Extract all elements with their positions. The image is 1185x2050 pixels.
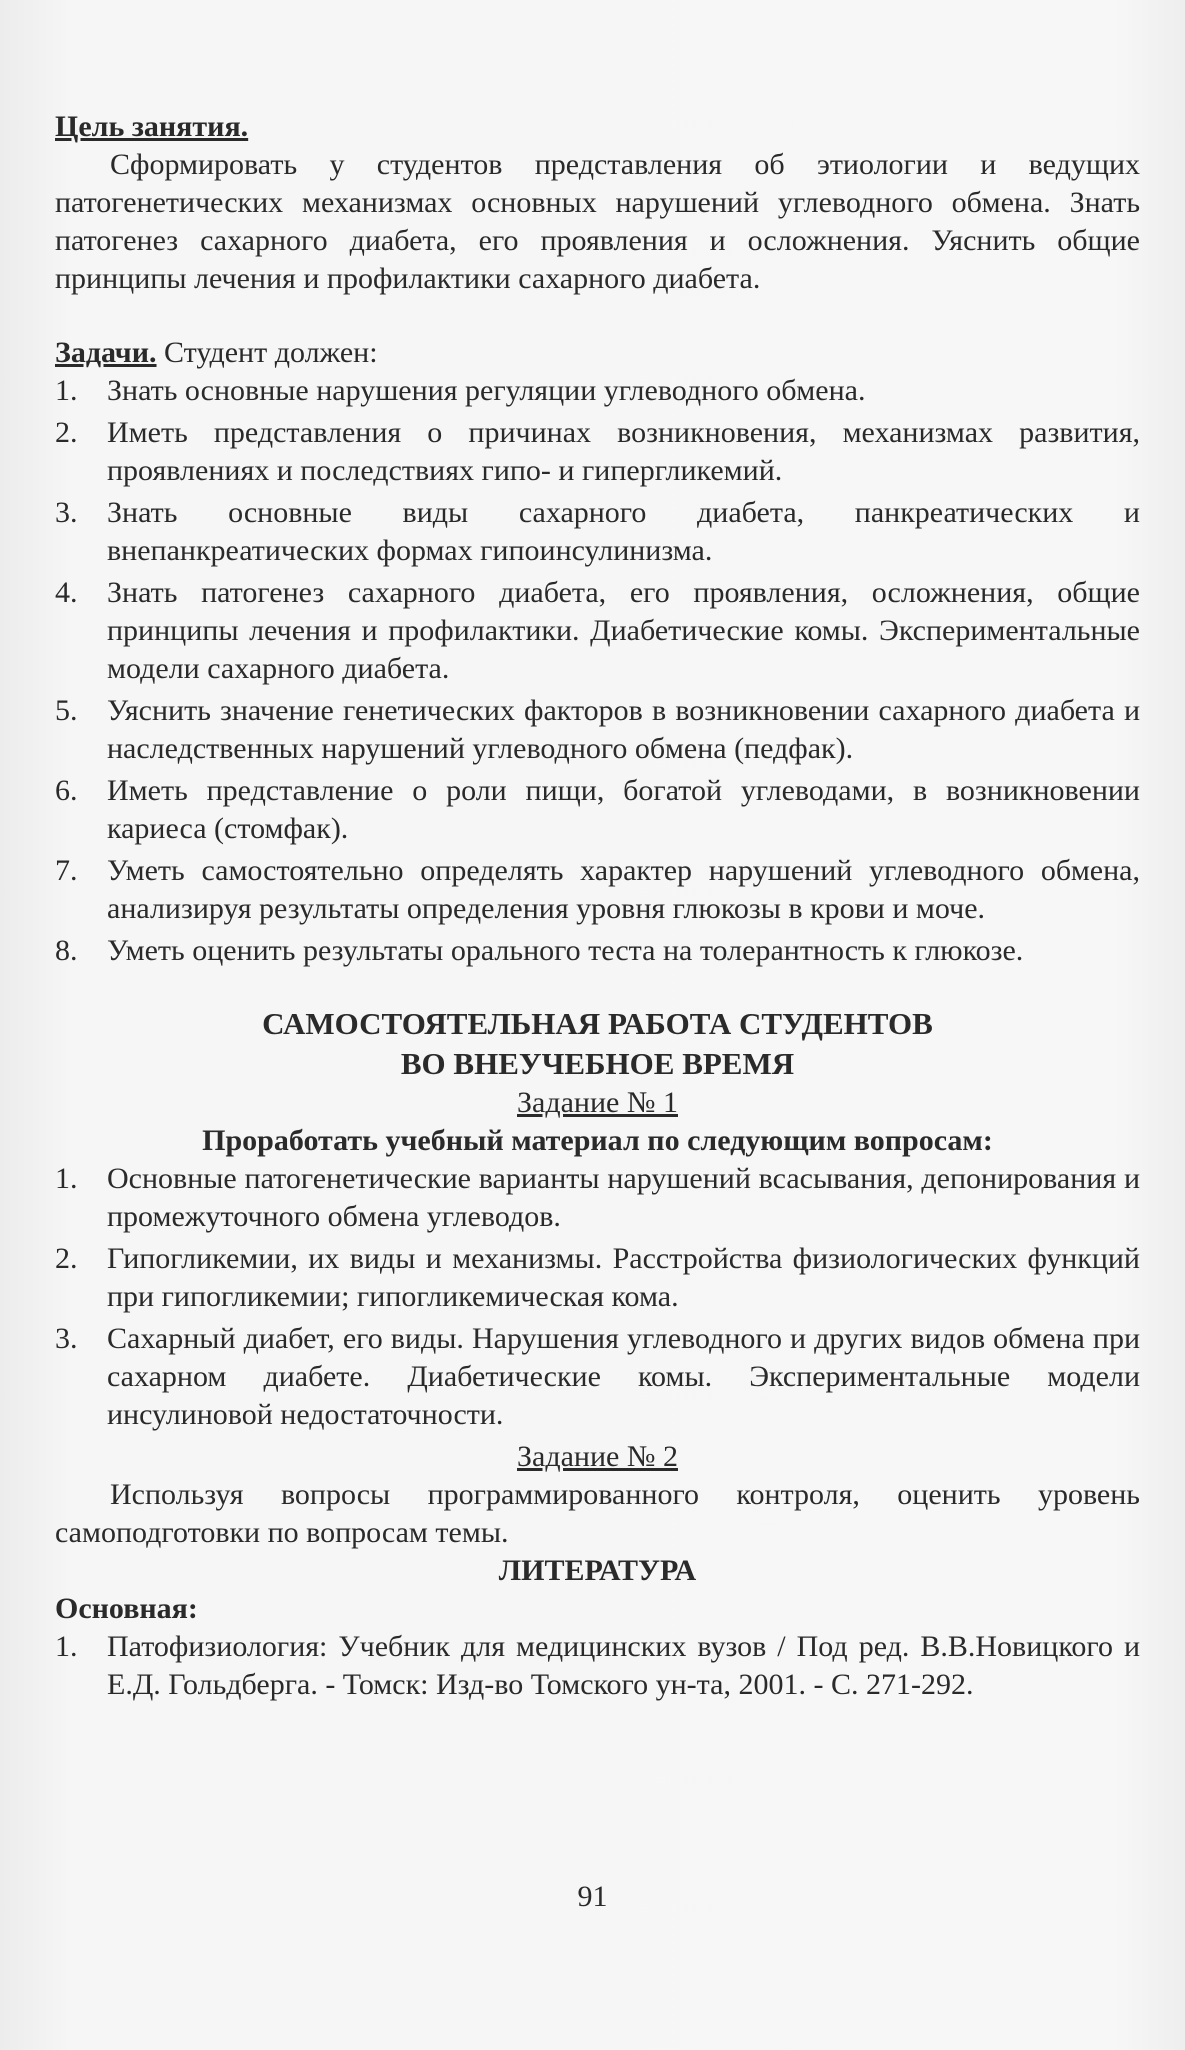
spacer bbox=[55, 298, 1140, 334]
assignment1-list bbox=[55, 1160, 1140, 1434]
item-text: Уяснить значение генетических факторов в возникновении сахарного диабета и наследственных нарушений углеводного обмена (педфак). bbox=[107, 694, 1140, 765]
item-text: Иметь представления о причинах возникновения, механизмах развития, проявлениях и последствиях гипо- и гипергликемий. bbox=[107, 416, 1140, 487]
item-number: 2. bbox=[55, 416, 78, 449]
item-text: Знать патогенез сахарного диабета, его проявления, осложнения, общие принципы лечения и профилактики. Диабетические комы. Экспериментальные модели сахарного диабета. bbox=[107, 576, 1140, 685]
tasks-intro: Студент должен: bbox=[164, 336, 378, 369]
list-item bbox=[55, 1240, 1140, 1316]
item-number: 1. bbox=[55, 1162, 78, 1195]
page-number: 91 bbox=[577, 1880, 608, 1913]
list-item bbox=[55, 414, 1140, 490]
section-title bbox=[55, 1004, 1140, 1084]
list-item bbox=[55, 852, 1140, 928]
literature-list bbox=[55, 1628, 1140, 1704]
goal-heading: Цель занятия. bbox=[55, 110, 249, 143]
list-item bbox=[55, 372, 1140, 410]
assignment2-label: Задание № 2 bbox=[517, 1440, 678, 1473]
item-number: 3. bbox=[55, 496, 78, 529]
list-item bbox=[55, 1628, 1140, 1704]
list-item bbox=[55, 1160, 1140, 1236]
literature-subheading: Основная: bbox=[55, 1592, 198, 1625]
list-item bbox=[55, 494, 1140, 570]
item-text: Патофизиология: Учебник для медицинских вузов / Под ред. В.В.Новицкого и Е.Д. Гольдберга. - Томск: Изд-во Томского ун-та, 2001. - С. 271-292. bbox=[107, 1630, 1140, 1701]
tasks-list bbox=[55, 372, 1140, 970]
literature-title: ЛИТЕРАТУРА bbox=[498, 1554, 697, 1587]
item-text: Иметь представление о роли пищи, богатой углеводами, в возникновении кариеса (стомфак). bbox=[107, 774, 1140, 845]
list-item bbox=[55, 574, 1140, 688]
section-title-line2: ВО ВНЕУЧЕБНОЕ ВРЕМЯ bbox=[400, 1046, 795, 1081]
item-number: 7. bbox=[55, 854, 78, 887]
item-number: 5. bbox=[55, 694, 78, 727]
item-number: 1. bbox=[55, 374, 78, 407]
item-text: Уметь оценить результаты орального теста на толерантность к глюкозе. bbox=[107, 934, 1024, 967]
goal-text: Сформировать у студентов представления об этиологии и ведущих патогенетических механизмах основных нарушений углеводного обмена. Знать патогенез сахарного диабета, его проявления и осложнения. Уяснить общие принципы лечения и профилактики сахарного диабета. bbox=[55, 148, 1140, 295]
item-text: Основные патогенетические варианты нарушений всасывания, депонирования и промежуточного обмена углеводов. bbox=[107, 1162, 1140, 1233]
item-text: Гипогликемии, их виды и механизмы. Расстройства физиологических функций при гипогликемии; гипогликемическая кома. bbox=[107, 1242, 1140, 1313]
tasks-header bbox=[55, 334, 1140, 372]
item-text: Знать основные виды сахарного диабета, панкреатических и внепанкреатических формах гипоинсулинизма. bbox=[107, 496, 1140, 567]
assignment2-text: Используя вопросы программированного контроля, оценить уровень самоподготовки по вопросам темы. bbox=[55, 1478, 1140, 1549]
list-item bbox=[55, 932, 1140, 970]
page-content bbox=[55, 108, 1140, 1708]
item-number: 1. bbox=[55, 1630, 78, 1663]
list-item bbox=[55, 772, 1140, 848]
item-number: 2. bbox=[55, 1242, 78, 1275]
item-number: 3. bbox=[55, 1322, 78, 1355]
tasks-heading: Задачи. bbox=[55, 336, 157, 369]
section-title-line1: САМОСТОЯТЕЛЬНАЯ РАБОТА СТУДЕНТОВ bbox=[262, 1006, 933, 1041]
item-number: 6. bbox=[55, 774, 78, 807]
list-item bbox=[55, 1320, 1140, 1434]
item-text: Знать основные нарушения регуляции углеводного обмена. bbox=[107, 374, 866, 407]
list-item bbox=[55, 692, 1140, 768]
item-number: 8. bbox=[55, 934, 78, 967]
item-text: Уметь самостоятельно определять характер нарушений углеводного обмена, анализируя результаты определения уровня глюкозы в крови и моче. bbox=[107, 854, 1140, 925]
item-number: 4. bbox=[55, 576, 78, 609]
assignment1-subheading: Проработать учебный материал по следующим вопросам: bbox=[202, 1124, 993, 1157]
assignment1-label: Задание № 1 bbox=[517, 1086, 678, 1119]
item-text: Сахарный диабет, его виды. Нарушения углеводного и других видов обмена при сахарном диабете. Диабетические комы. Экспериментальные модели инсулиновой недостаточности. bbox=[107, 1322, 1140, 1431]
